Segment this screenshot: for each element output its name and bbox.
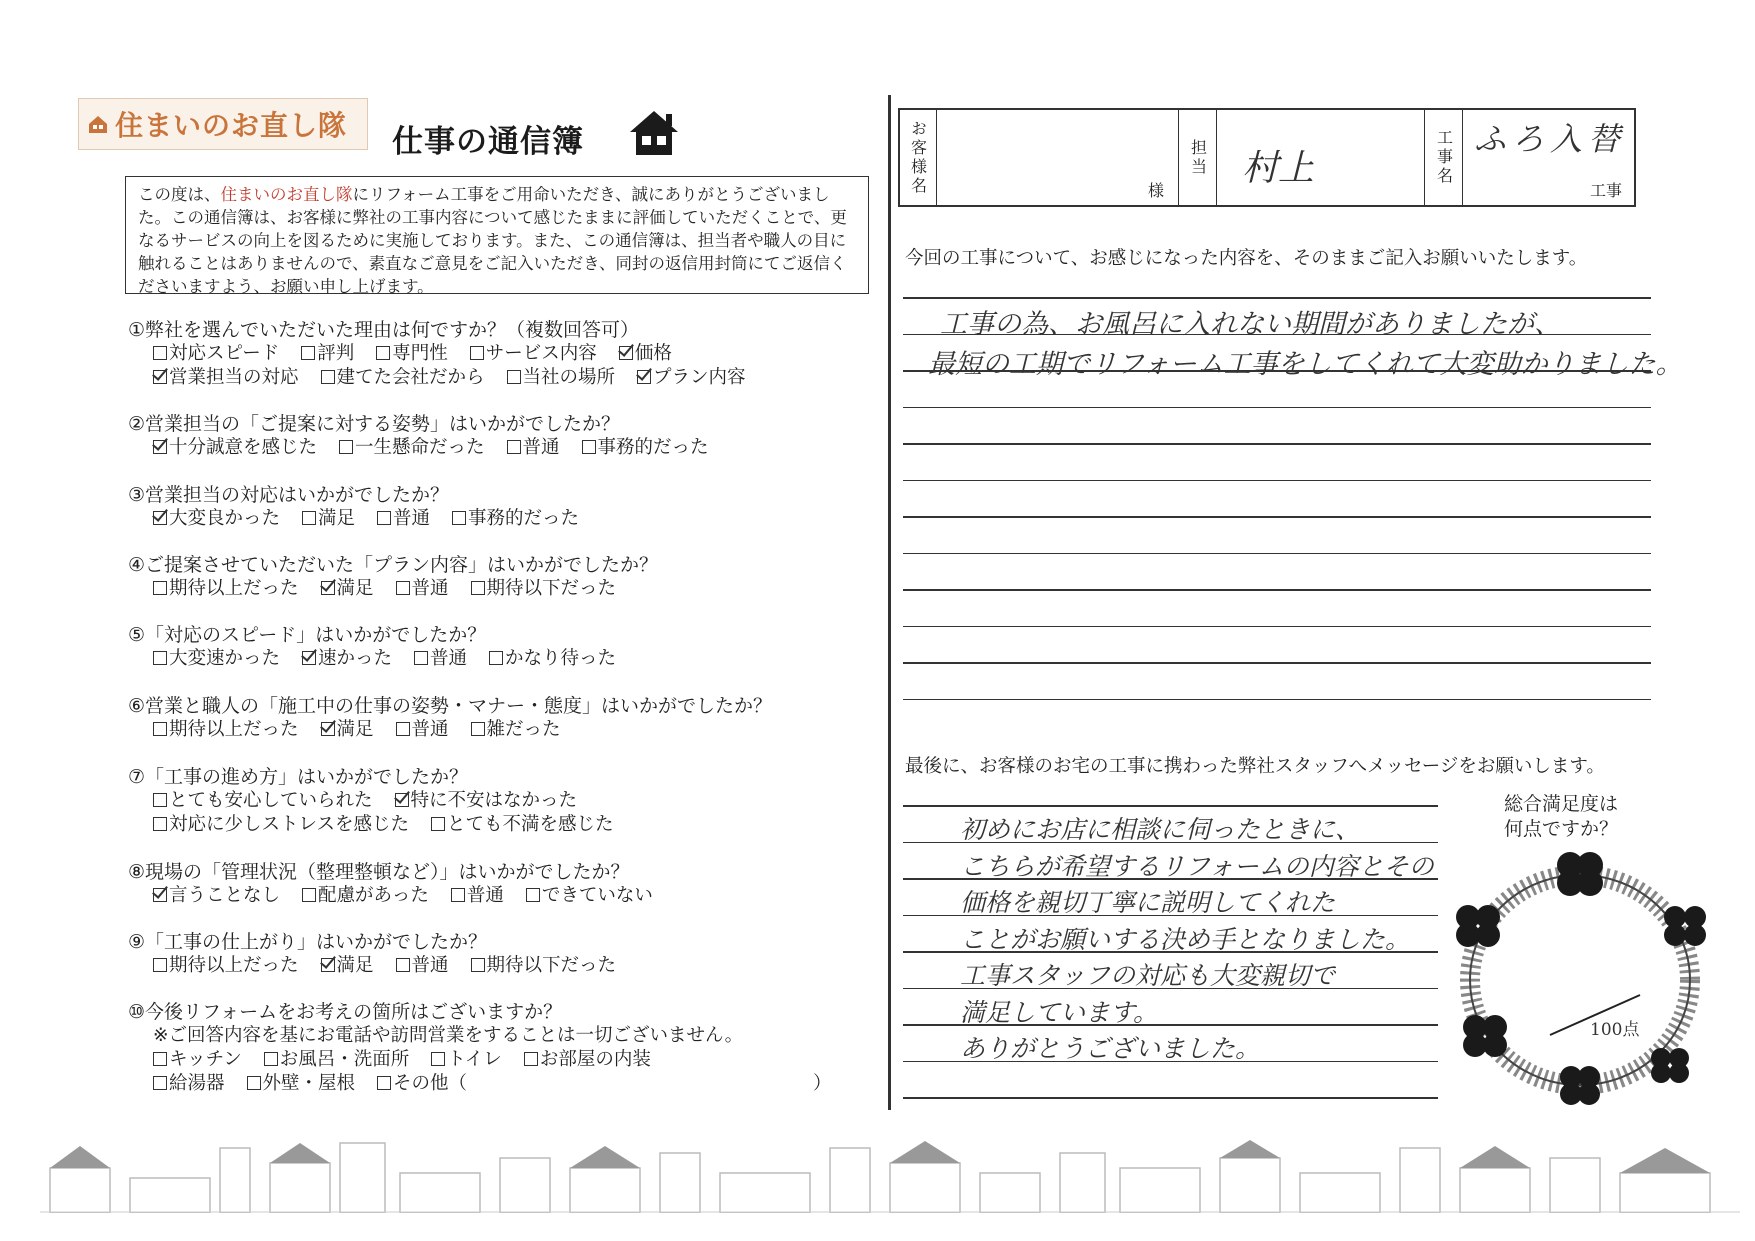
option[interactable] [396,578,449,599]
checkbox[interactable] [507,440,521,454]
checkbox[interactable] [507,370,521,384]
option-label: 普通 [411,955,449,976]
option-label: 当社の場所 [522,367,616,388]
option-label: 対応スピード [169,343,280,364]
option[interactable] [471,578,617,599]
option[interactable] [619,343,672,364]
option-label: 期待以下だった [486,955,617,976]
option[interactable] [153,885,280,906]
option-row [153,718,583,742]
checkbox[interactable] [153,346,167,360]
option-label: 普通 [466,885,504,906]
checkbox[interactable] [396,958,410,972]
checkbox[interactable] [247,1076,261,1090]
checkbox[interactable] [377,1076,391,1090]
checkbox[interactable] [153,1076,167,1090]
question-4: ④ご提案させていただいた「プラン内容」はいかがでしたか？ [128,554,659,576]
option-row [153,813,635,837]
checkbox[interactable] [471,581,485,595]
question-9: ⑨「工事の仕上がり」はいかがでしたか？ [128,931,488,953]
ruled-line [903,699,1651,701]
option[interactable] [414,648,467,669]
option[interactable] [321,578,374,599]
option[interactable] [153,814,409,835]
checkbox[interactable] [377,511,391,525]
checkbox[interactable] [153,1052,167,1066]
option-label: 速かった [318,648,393,669]
checkbox[interactable] [431,1052,445,1066]
checkbox[interactable] [396,581,410,595]
satisfaction-score: 100点 [1590,1020,1640,1040]
checkbox-checked[interactable] [321,722,335,736]
option[interactable] [431,1049,502,1070]
option-label: 雑だった [486,719,561,740]
option-label: とても安心していられた [169,790,373,811]
option-row [153,789,599,813]
option-label: 普通 [393,508,431,529]
checkbox[interactable] [524,1052,538,1066]
checkbox[interactable] [301,346,315,360]
question-2: ②営業担当の「ご提案に対する姿勢」はいかがでしたか？ [128,413,621,435]
question-10: ⑩今後リフォームをお考えの箇所はございますか？ [128,1001,563,1023]
option-label: 満足 [336,955,374,976]
question-8: ⑧現場の「管理状況（整理整頓など）」はいかがでしたか？ [128,861,630,883]
option[interactable] [377,508,430,529]
option-label: 営業担当の対応 [169,367,299,388]
option[interactable] [376,343,448,364]
option-label: 普通 [522,437,560,458]
satisfaction-label [1504,792,1618,842]
option[interactable] [582,437,709,458]
option-row [153,507,601,531]
option-label: 普通 [411,578,449,599]
option[interactable] [153,367,299,388]
intro-text: この度は、 [138,185,221,204]
option-label: かなり待った [505,648,617,669]
checkbox[interactable] [153,817,167,831]
option-row [153,1048,673,1072]
option[interactable] [153,1073,225,1094]
option[interactable] [153,508,280,529]
option[interactable] [471,719,561,740]
checkbox[interactable] [470,346,484,360]
other-close-paren: ） [813,1073,832,1094]
option-row [153,577,638,601]
ruled-line [903,589,1651,591]
option-label: 満足 [318,508,356,529]
checkbox-checked[interactable] [619,346,633,360]
option[interactable] [153,790,373,811]
option[interactable] [153,955,299,976]
option[interactable] [431,814,614,835]
intro-text-rest: にリフォーム工事をご用命いただき、誠にありがとうございました。この通信簿は、お客様に弊社の工事内容について感じたままに評価していただくことで、更なるサービスの向上を図るために実施しております。また、この通信簿は、担当者や職人の目に触れることはありませんので、素直なご意見をご記入いただき、同封の返信用封筒にてご返信くださいますよう、お願い申し上げます。 [138,185,847,296]
option[interactable] [153,343,279,364]
handwritten-message: 工事スタッフの対応も大変親切で [960,961,1336,990]
handwritten-comment: 最短の工期でリフォーム工事をしてくれて大変助かりました。 [928,349,1683,380]
handwritten-message: 価格を親切丁寧に説明してくれた [960,888,1336,917]
option[interactable] [153,648,280,669]
checkbox[interactable] [376,346,390,360]
column-divider [888,95,891,1110]
option-label: 対応に少しストレスを感じた [169,814,409,835]
option[interactable] [339,437,485,458]
checkbox[interactable] [339,440,353,454]
handwritten-message: こちらが希望するリフォームの内容とその [960,851,1434,881]
checkbox[interactable] [321,370,335,384]
checkbox[interactable] [264,1052,278,1066]
option-label: お部屋の内装 [539,1049,651,1070]
checkbox[interactable] [526,888,540,902]
intro-brand: 住まいのお直し隊 [220,185,353,204]
customer-suffix: 様 [1147,181,1164,200]
option[interactable] [395,790,578,811]
home-icon [628,108,680,158]
option-label: トイレ [447,1049,502,1070]
option[interactable] [452,508,579,529]
option[interactable] [301,343,354,364]
option-label: 満足 [336,578,374,599]
option[interactable] [153,1049,242,1070]
option-label: サービス内容 [485,343,597,364]
work-suffix: 工事 [1589,181,1622,200]
option[interactable] [302,508,355,529]
staff-value: 村上 [1242,148,1315,189]
checkbox[interactable] [153,651,167,665]
satisfaction-label-line1: 総合満足度は [1504,793,1619,815]
staff-field[interactable] [1218,110,1425,205]
option[interactable] [264,1049,410,1070]
option-label: キッチン [169,1049,242,1070]
option[interactable] [524,1049,651,1070]
option[interactable] [302,648,392,669]
option[interactable] [451,885,504,906]
option[interactable] [321,955,374,976]
ruled-line [903,626,1651,628]
option[interactable] [321,367,485,388]
checkbox[interactable] [471,722,485,736]
option-row [153,436,731,460]
option-label: 大変速かった [169,648,281,669]
checkbox[interactable] [302,511,316,525]
option[interactable] [470,343,597,364]
question-5: ⑤「対応のスピード」はいかがでしたか？ [128,624,487,646]
option[interactable] [153,719,299,740]
option-label: 普通 [411,719,449,740]
checkbox[interactable] [414,651,428,665]
ruled-line [903,407,1651,409]
option-row [153,1072,832,1096]
option[interactable] [153,578,299,599]
option-label: 専門性 [392,343,448,364]
option[interactable] [507,367,616,388]
checkbox[interactable] [431,817,445,831]
checkbox[interactable] [396,722,410,736]
option[interactable] [637,367,746,388]
option[interactable] [377,1073,467,1094]
option[interactable] [489,648,616,669]
page-title: 仕事の通信簿 [392,124,584,160]
option-row [153,954,638,978]
option-label: 期待以上だった [169,578,299,599]
checkbox-checked[interactable] [153,511,167,525]
house-icon [87,113,109,135]
option-label: 給湯器 [169,1073,225,1094]
option[interactable] [526,885,653,906]
checkbox[interactable] [489,651,503,665]
customer-name-field[interactable] [938,110,1179,205]
option-label: その他（ [393,1073,468,1094]
comments-prompt: 今回の工事について、お感じになった内容を、そのままご記入お願いいたします。 [905,248,1588,269]
satisfaction-label-line2: 何点ですか？ [1504,818,1619,840]
option[interactable] [302,885,429,906]
handwritten-message: ありがとうございました。 [960,1034,1261,1063]
ruled-line [903,297,1651,299]
option-label: 建てた会社だから [336,367,485,388]
checkbox-checked[interactable] [153,370,167,384]
option-row [153,884,675,908]
checkbox[interactable] [153,581,167,595]
checkbox-checked[interactable] [302,651,316,665]
option[interactable] [396,719,449,740]
info-table [898,108,1636,207]
option-row [153,342,694,366]
option-label: 言うことなし [169,885,281,906]
ruled-line [903,1097,1438,1099]
staff-label: 担当 [1180,110,1217,205]
work-label: 工事名 [1426,110,1463,205]
option-row [153,366,768,390]
checkbox-checked[interactable] [321,958,335,972]
option[interactable] [321,719,374,740]
brand-logo [78,98,368,150]
checkbox[interactable] [153,958,167,972]
option-label: 普通 [430,648,468,669]
option-label: 外壁・屋根 [262,1073,356,1094]
intro-box [125,176,869,294]
handwritten-comment: 工事の為、お風呂に入れない期間がありましたが、 [940,309,1561,340]
checkbox[interactable] [153,793,167,807]
option-label: 事務的だった [468,508,580,529]
option-label: とても不満を感じた [446,814,614,835]
option-label: 満足 [336,719,374,740]
option-label: 価格 [634,343,672,364]
option[interactable] [396,955,449,976]
checkbox-checked[interactable] [395,793,409,807]
option-label: 配慮があった [318,885,429,906]
question-1: ①弊社を選んでいただいた理由は何ですか？（複数回答可） [128,319,640,341]
question-7: ⑦「工事の進め方」はいかがでしたか？ [128,766,469,788]
checkbox-checked[interactable] [321,581,335,595]
question-6: ⑥営業と職人の「施工中の仕事の姿勢・マナー・態度」はいかがでしたか？ [128,695,773,717]
option-label: プラン内容 [653,367,746,388]
option-label: 期待以上だった [169,719,299,740]
option[interactable] [471,955,617,976]
checkbox-checked[interactable] [637,370,651,384]
ruled-line [903,553,1651,555]
wreath-icon [1440,845,1720,1115]
message-prompt: 最後に、お客様のお宅の工事に携わった弊社スタッフへメッセージをお願いします。 [905,756,1605,777]
question-3: ③営業担当の対応はいかがでしたか？ [128,484,450,506]
handwritten-message: 初めにお店に相談に伺ったときに、 [960,815,1361,844]
townscape-decoration [40,1138,1740,1213]
option-label: 事務的だった [597,437,709,458]
checkbox[interactable] [452,511,466,525]
option-label: 特に不安はなかった [410,790,578,811]
checkbox[interactable] [302,888,316,902]
brand-name: 住まいのお直し隊 [115,109,348,142]
checkbox[interactable] [582,440,596,454]
option-label: 大変良かった [169,508,281,529]
ruled-line [903,516,1651,518]
checkbox-checked[interactable] [153,440,167,454]
option-label: できていない [541,885,653,906]
option-label: 期待以下だった [486,578,617,599]
checkbox-checked[interactable] [153,888,167,902]
question-note: ※ご回答内容を基にお電話や訪問営業をすることは一切ございません。 [153,1025,744,1046]
ruled-line [903,662,1651,664]
handwritten-message: ことがお願いする決め手となりました。 [960,924,1411,954]
option-label: 期待以上だった [169,955,299,976]
option[interactable] [507,437,560,458]
option[interactable] [153,437,317,458]
checkbox[interactable] [451,888,465,902]
work-field[interactable] [1464,110,1634,205]
work-value: ふろ入替 [1474,120,1627,158]
ruled-line [903,443,1651,445]
option-label: 一生懸命だった [355,437,485,458]
option[interactable] [247,1073,356,1094]
ruled-line [903,480,1651,482]
checkbox[interactable] [471,958,485,972]
option-label: 評判 [317,343,355,364]
ruled-line [903,805,1438,807]
option-row [153,647,638,671]
checkbox[interactable] [153,722,167,736]
option-label: お風呂・洗面所 [279,1049,410,1070]
option-label: 十分誠意を感じた [169,437,318,458]
handwritten-message: 満足しています。 [960,997,1159,1027]
customer-label: お客様名 [900,110,937,205]
